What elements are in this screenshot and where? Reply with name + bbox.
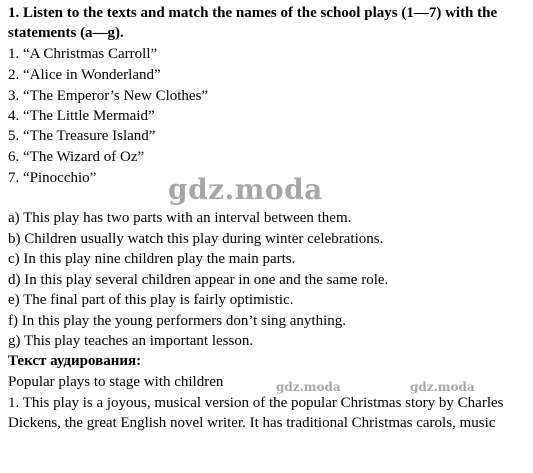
statement-item: f) In this play the young performers don’t sing anything. — [8, 313, 346, 329]
task-heading-line-1: 1. Listen to the texts and match the names of the school plays (1—7) with the — [8, 5, 498, 21]
statement-item: g) This play teaches an important lesson. — [8, 333, 254, 349]
play-item: 7. “Pinocchio” — [8, 170, 97, 186]
statement-item: e) The final part of this play is fairly optimistic. — [8, 292, 294, 308]
statement-item: a) This play has two parts with an interval between them. — [8, 210, 352, 226]
transcript-paragraph-line-1: 1. This play is a joyous, musical version of the popular Christmas story by Charles — [8, 395, 504, 411]
transcript-heading: Текст аудирования: — [8, 353, 142, 369]
statement-item: d) In this play several children appear in one and the same role. — [8, 272, 389, 288]
play-item: 1. “A Christmas Carroll” — [8, 46, 158, 62]
play-item: 4. “The Little Mermaid” — [8, 108, 155, 124]
watermark-small-1: gdz.moda — [276, 380, 341, 394]
statement-item: b) Children usually watch this play during winter celebrations. — [8, 231, 384, 247]
transcript-paragraph-line-2: Dickens, the great English novel writer. It has traditional Christmas carols, music — [8, 415, 496, 431]
watermark-small-2: gdz.moda — [410, 380, 475, 394]
play-item: 3. “The Emperor’s New Clothes” — [8, 88, 209, 104]
play-item: 6. “The Wizard of Oz” — [8, 149, 145, 165]
watermark-main: gdz.moda — [168, 173, 323, 206]
transcript-subtitle: Popular plays to stage with children — [8, 374, 224, 390]
play-item: 2. “Alice in Wonderland” — [8, 67, 161, 83]
statement-item: c) In this play nine children play the main parts. — [8, 251, 296, 267]
play-item: 5. “The Treasure Island” — [8, 128, 156, 144]
task-heading-line-2: statements (a—g). — [8, 25, 124, 41]
